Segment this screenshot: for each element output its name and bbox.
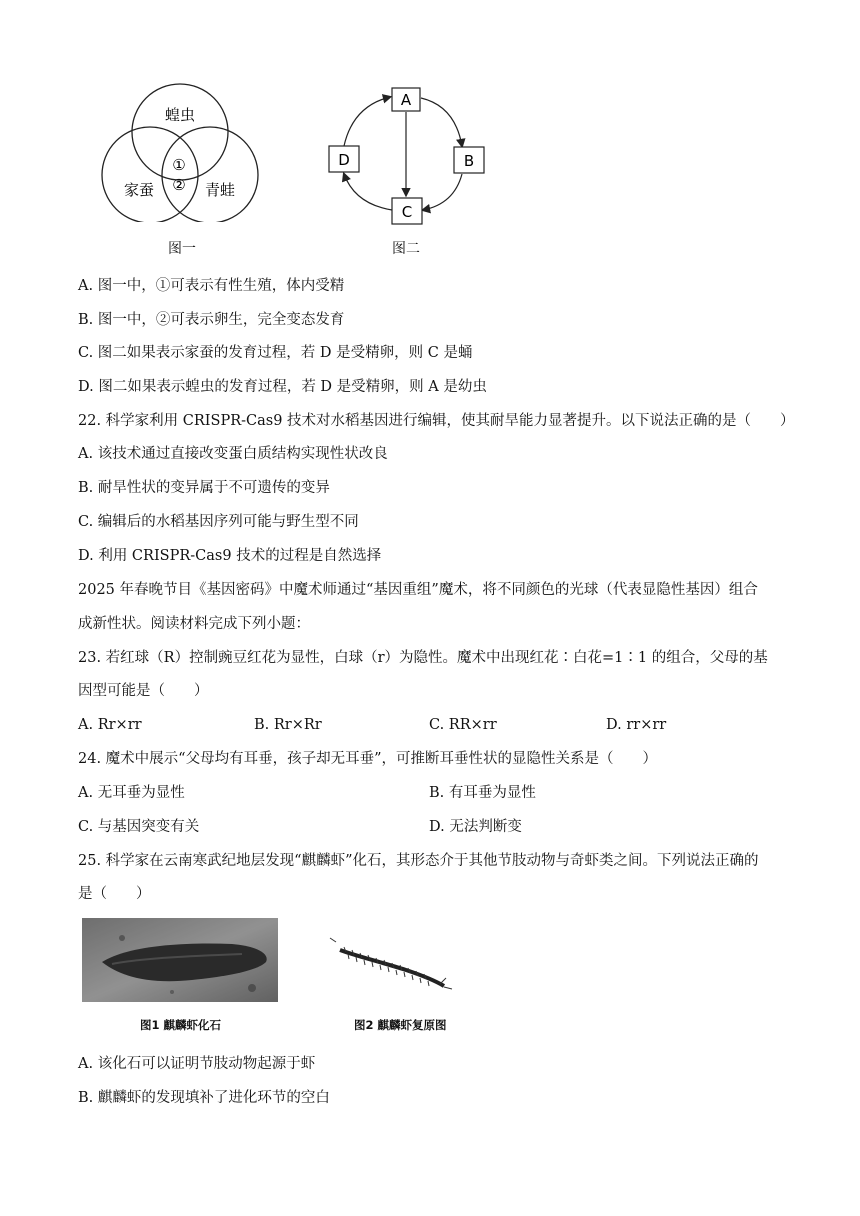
q22-option-a: A. 该技术通过直接改变蛋白质结构实现性状改良 [78,446,388,462]
q23-option-b: B. Rr×Rr [254,717,322,733]
q24-stem: 24. 魔术中展示“父母均有耳垂，孩子却无耳垂”，可推断耳垂性状的显隐性关系是（ ） [78,751,657,767]
q22-option-d: D. 利用 CRISPR-Cas9 技术的过程是自然选择 [78,548,382,564]
venn-diagram [95,82,265,222]
q21-option-b: B. 图一中，②可表示卵生，完全变态发育 [78,312,345,328]
q21-option-a: A. 图一中，①可表示有性生殖，体内受精 [78,278,345,294]
node-b-label: B [463,152,475,170]
q22-option-b: B. 耐旱性状的变异属于不可遗传的变异 [78,480,330,496]
q23-option-d: D. rr×rr [606,717,667,733]
venn-circle-right [162,127,258,222]
venn-label-left: 家蚕 [123,181,155,199]
arrow-a-to-b [421,98,462,146]
q24-option-d: D. 无法判断变 [429,819,522,835]
material-line-1: 2025 年春晚节目《基因密码》中魔术师通过“基因重组”魔术，将不同颜色的光球（代表显隐性基因）组合 [78,582,758,598]
venn-circle-left [102,127,198,222]
q24-option-b: B. 有耳垂为显性 [429,785,536,801]
q25-stem-line-2: 是（ ） [78,886,151,902]
venn-label-right: 青蛙 [204,181,236,199]
q23-option-a: A. Rr×rr [78,717,142,733]
cycle-diagram [320,82,500,227]
figure-q25-2-caption: 图2 麒麟虾复原图 [354,1018,447,1032]
q23-option-c: C. RR×rr [429,717,497,733]
q23-stem-line-1: 23. 若红球（R）控制豌豆红花为显性，白球（r）为隐性。魔术中出现红花∶白花=1∶1 的组合，父母的基 [78,650,768,666]
node-c-label: C [401,203,413,221]
q21-option-d: D. 图二如果表示蝗虫的发育过程，若 D 是受精卵，则 A 是幼虫 [78,379,487,395]
reconstruction-drawing [326,932,456,996]
arrow-b-to-c [423,174,462,210]
arrow-c-to-d [344,174,392,210]
fossil-photo [82,918,278,1002]
q21-option-c: C. 图二如果表示家蚕的发育过程，若 D 是受精卵，则 C 是蛹 [78,345,473,361]
node-d-label: D [338,151,350,169]
q22-stem: 22. 科学家利用 CRISPR-Cas9 技术对水稻基因进行编辑，使其耐旱能力显著提升。以下说法正确的是（ ） [78,413,795,429]
venn-mark-2: ② [172,176,186,194]
figure-q25-1-caption: 图1 麒麟虾化石 [140,1018,222,1032]
q24-option-c: C. 与基因突变有关 [78,819,200,835]
q25-option-b: B. 麒麟虾的发现填补了进化环节的空白 [78,1090,330,1106]
figure-2-caption: 图二 [392,241,420,257]
q25-stem-line-1: 25. 科学家在云南寒武纪地层发现“麒麟虾”化石，其形态介于其他节肢动物与奇虾类之间。下列说法正确的 [78,853,759,869]
q25-option-a: A. 该化石可以证明节肢动物起源于虾 [78,1056,316,1072]
venn-mark-1: ① [172,156,186,174]
q23-stem-line-2: 因型可能是（ ） [78,683,209,699]
figure-1-caption: 图一 [168,241,196,257]
venn-label-top: 蝗虫 [164,106,196,124]
arrow-d-to-a [344,97,390,146]
q22-option-c: C. 编辑后的水稻基因序列可能与野生型不同 [78,514,359,530]
node-a-label: A [400,91,412,109]
q24-option-a: A. 无耳垂为显性 [78,785,185,801]
material-line-2: 成新性状。阅读材料完成下列小题： [78,616,310,632]
